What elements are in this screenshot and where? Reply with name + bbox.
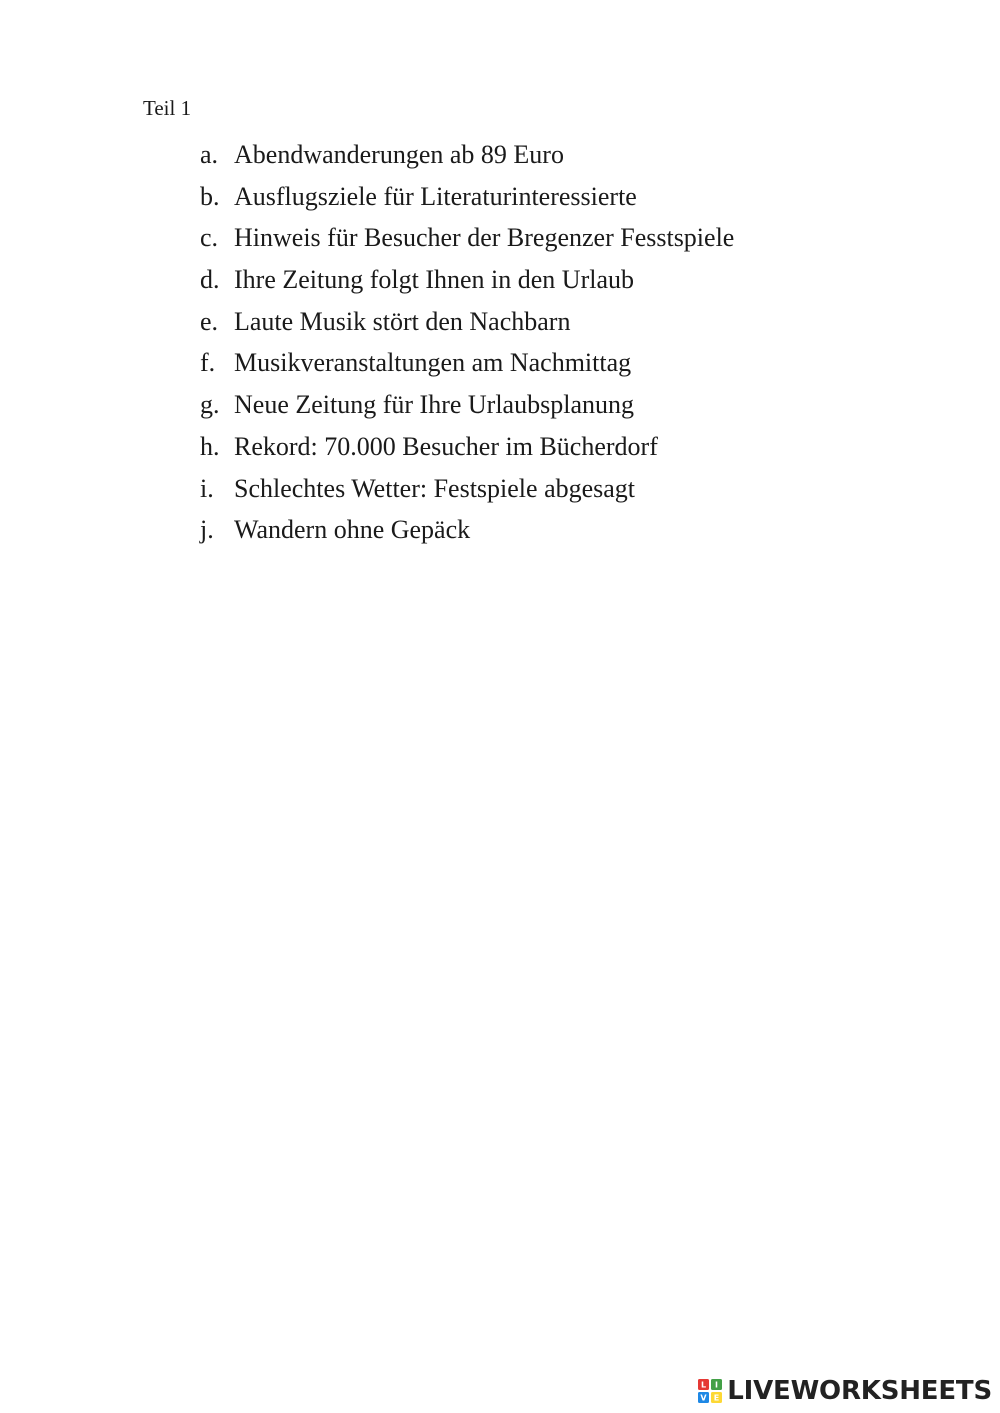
logo-letter-e: E [714,1393,720,1403]
headline-letter: i. [200,473,214,503]
headline-letter: c. [200,223,219,253]
headline-text: Musikveranstaltungen am Nachmittag [234,348,632,378]
list-item [200,513,734,555]
list-item [200,305,734,347]
list-item [200,346,734,388]
list-item [200,221,734,263]
logo-letter-i: I [715,1380,719,1390]
list-item [200,263,734,305]
headline-text: Neue Zeitung für Ihre Urlaubsplanung [234,390,634,420]
headline-text: Hinweis für Besucher der Bregenzer Fesstspiele [234,223,735,253]
headline-text: Abendwanderungen ab 89 Euro [234,140,564,169]
headline-list [200,138,734,555]
headline-letter: d. [200,265,220,295]
headline-text: Ausflugsziele für Literaturinteressierte [234,181,637,211]
list-item [200,430,734,472]
section-title: Teil 1 [143,96,192,120]
headline-letter: h. [200,431,220,461]
headline-text: Rekord: 70.000 Besucher im Bücherdorf [234,431,658,461]
list-item [200,180,734,222]
liveworksheets-wordmark: LIVEWORKSHEETS [727,1376,992,1406]
liveworksheets-logo-icon [698,1379,722,1403]
headline-letter: j. [200,515,214,545]
list-item [200,472,734,514]
liveworksheets-watermark [698,1374,992,1408]
headline-letter: g. [200,390,220,420]
logo-letter-l: L [701,1380,707,1390]
headline-text: Ihre Zeitung folgt Ihnen in den Urlaub [234,265,634,295]
list-item [200,138,734,180]
headline-letter: e. [200,306,219,336]
headline-letter: b. [200,181,220,211]
list-item [200,388,734,430]
headline-text: Wandern ohne Gepäck [234,515,471,545]
headline-letter: a. [200,140,219,169]
headline-letter: f. [200,348,216,378]
logo-letter-v: V [700,1393,707,1403]
headline-text: Laute Musik stört den Nachbarn [234,306,571,336]
headline-text: Schlechtes Wetter: Festspiele abgesagt [234,473,636,503]
